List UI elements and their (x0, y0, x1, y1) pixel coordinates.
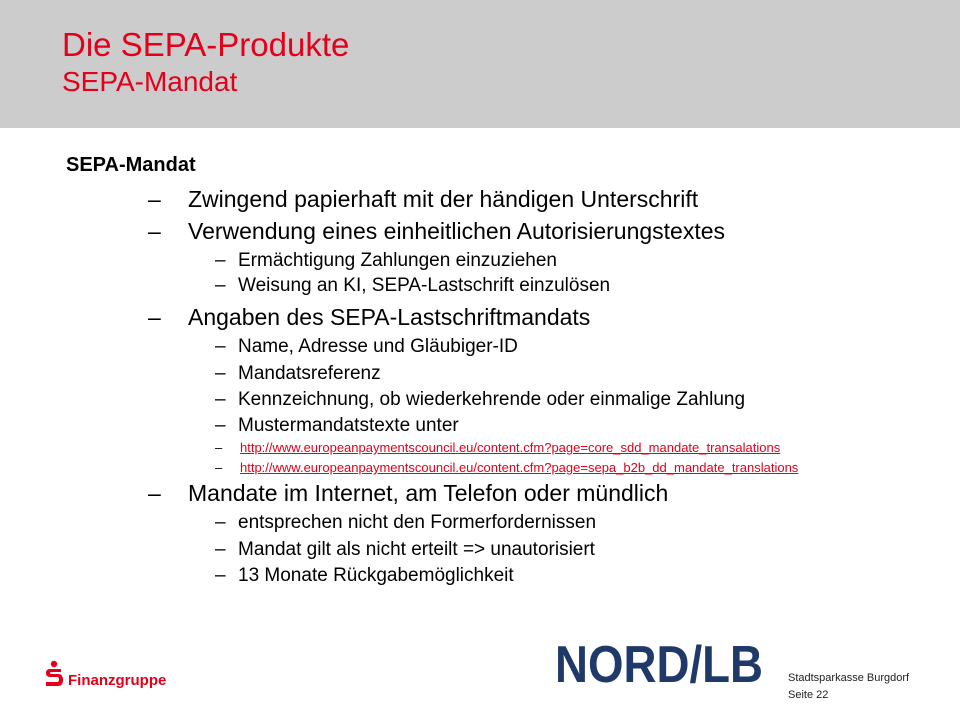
bullet-text: Name, Adresse und Gläubiger-ID (238, 336, 518, 357)
bullet-dash: – (215, 460, 223, 475)
bullet-dash: – (215, 565, 226, 586)
bank-name: Stadtsparkasse Burgdorf (788, 672, 910, 684)
bullet-text: Mandatsreferenz (238, 363, 381, 384)
page-number: Seite 22 (788, 689, 829, 701)
mandate-link-b2b[interactable]: http://www.europeanpaymentscouncil.eu/content.cfm?page=sepa_b2b_dd_mandate_translations (240, 460, 799, 475)
bullet-text: Ermächtigung Zahlungen einzuziehen (238, 250, 557, 271)
bullet-text: 13 Monate Rückgabemöglichkeit (238, 565, 514, 586)
nord-lb-logo (555, 628, 765, 694)
bullet-dash: – (148, 218, 161, 244)
bullet-text: Mustermandatstexte unter (238, 415, 459, 436)
bullet-dash: – (215, 539, 226, 560)
bullet-text: Zwingend papierhaft mit der händigen Unterschrift (188, 186, 699, 212)
bullet-text: Kennzeichnung, ob wiederkehrende oder einmalige Zahlung (238, 389, 746, 410)
bullet-dash: – (215, 512, 226, 533)
nord-lb-wordmark: NORD/LB (555, 636, 763, 694)
bullet-text: Weisung an KI, SEPA-Lastschrift einzulösen (238, 275, 611, 296)
bullet-dash: – (215, 336, 226, 357)
bullet-dash: – (215, 389, 226, 410)
finanzgruppe-text: Finanzgruppe (68, 672, 167, 689)
bullet-text: Mandat gilt als nicht erteilt => unautorisiert (238, 539, 595, 560)
bullet-text: Angaben des SEPA-Lastschriftmandats (188, 304, 591, 330)
slide-subtitle: SEPA-Mandat (62, 66, 238, 97)
bullet-dash: – (148, 186, 161, 212)
bullet-dash: – (148, 480, 161, 506)
bullet-dash: – (148, 304, 161, 330)
bullet-dash: – (215, 440, 223, 455)
bullet-dash: – (215, 415, 226, 436)
bullet-text: Verwendung eines einheitlichen Autorisierungstextes (188, 218, 726, 244)
bullet-text: entsprechen nicht den Formerfordernissen (238, 512, 597, 533)
mandate-link-core[interactable]: http://www.europeanpaymentscouncil.eu/content.cfm?page=core_sdd_mandate_transalations (240, 440, 781, 455)
bullet-dash: – (215, 275, 226, 296)
bullet-dash: – (215, 250, 226, 271)
sparkasse-s-icon (44, 660, 64, 688)
bullet-dash: – (215, 363, 226, 384)
header-band (0, 0, 960, 128)
slide-title: Die SEPA-Produkte (62, 26, 350, 63)
content-heading: SEPA-Mandat (66, 154, 196, 176)
bullet-text: Mandate im Internet, am Telefon oder mündlich (188, 480, 669, 506)
